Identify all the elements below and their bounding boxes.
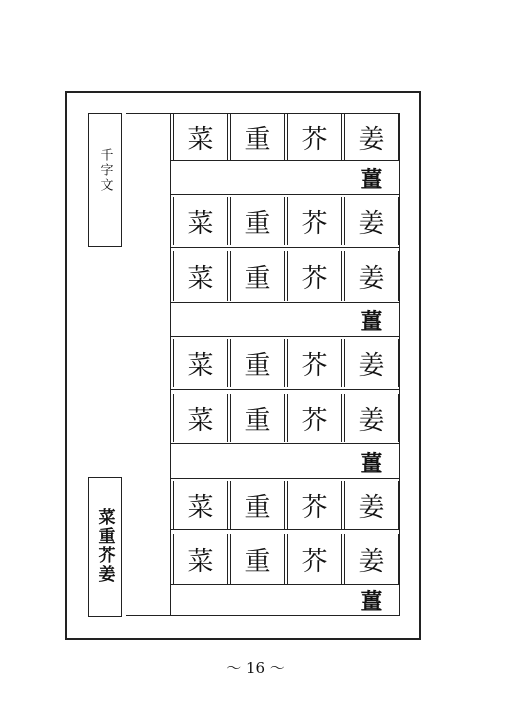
- character-cell: 菜: [173, 251, 228, 301]
- row-divider: [171, 443, 399, 444]
- character-row: [171, 251, 399, 301]
- character-row: [171, 481, 399, 529]
- row-divider: [171, 302, 399, 303]
- character-cell: 姜: [344, 114, 399, 160]
- book-title-label: [88, 113, 122, 247]
- character-cell: 重: [230, 339, 285, 387]
- character-cell: 菜: [173, 481, 228, 529]
- character-cell: 重: [230, 534, 285, 584]
- character-cell: 菜: [173, 339, 228, 387]
- margin-column: [126, 113, 171, 616]
- character-cell: 菜: [173, 534, 228, 584]
- character-cell: 姜: [344, 197, 399, 245]
- entry-title-text: 菜重芥姜: [94, 508, 115, 584]
- character-cell: 重: [230, 197, 285, 245]
- character-cell: 重: [230, 481, 285, 529]
- character-cell: 菜: [173, 394, 228, 442]
- entry-title-label: [88, 477, 122, 617]
- character-row: [171, 197, 399, 245]
- character-cell: 姜: [344, 339, 399, 387]
- character-cell: 姜: [344, 534, 399, 584]
- variant-character: 薑: [360, 166, 383, 193]
- page-number: ～ 16 ～: [226, 659, 285, 677]
- variant-character: 薑: [360, 588, 383, 615]
- character-cell: 姜: [344, 481, 399, 529]
- row-divider: [171, 160, 399, 161]
- character-row: [171, 339, 399, 387]
- character-cell: 芥: [287, 481, 342, 529]
- character-cell: 重: [230, 114, 285, 160]
- character-cell: 菜: [173, 114, 228, 160]
- character-row: [171, 394, 399, 442]
- character-cell: 芥: [287, 197, 342, 245]
- character-cell: 芥: [287, 251, 342, 301]
- row-divider: [171, 389, 399, 390]
- character-row: [171, 534, 399, 584]
- character-cell: 芥: [287, 114, 342, 160]
- variant-character: 薑: [360, 450, 383, 477]
- book-title-text: 千字文: [97, 148, 113, 193]
- character-cell: 芥: [287, 534, 342, 584]
- character-cell: 菜: [173, 197, 228, 245]
- row-divider: [171, 336, 399, 337]
- character-cell: 芥: [287, 394, 342, 442]
- character-grid: [170, 113, 400, 616]
- row-divider: [171, 247, 399, 248]
- character-cell: 芥: [287, 339, 342, 387]
- row-divider: [171, 529, 399, 530]
- variant-character: 薑: [360, 308, 383, 335]
- character-cell: 重: [230, 394, 285, 442]
- character-cell: 姜: [344, 251, 399, 301]
- row-divider: [171, 194, 399, 195]
- character-cell: 重: [230, 251, 285, 301]
- row-divider: [171, 478, 399, 479]
- character-row: [171, 114, 399, 160]
- character-cell: 姜: [344, 394, 399, 442]
